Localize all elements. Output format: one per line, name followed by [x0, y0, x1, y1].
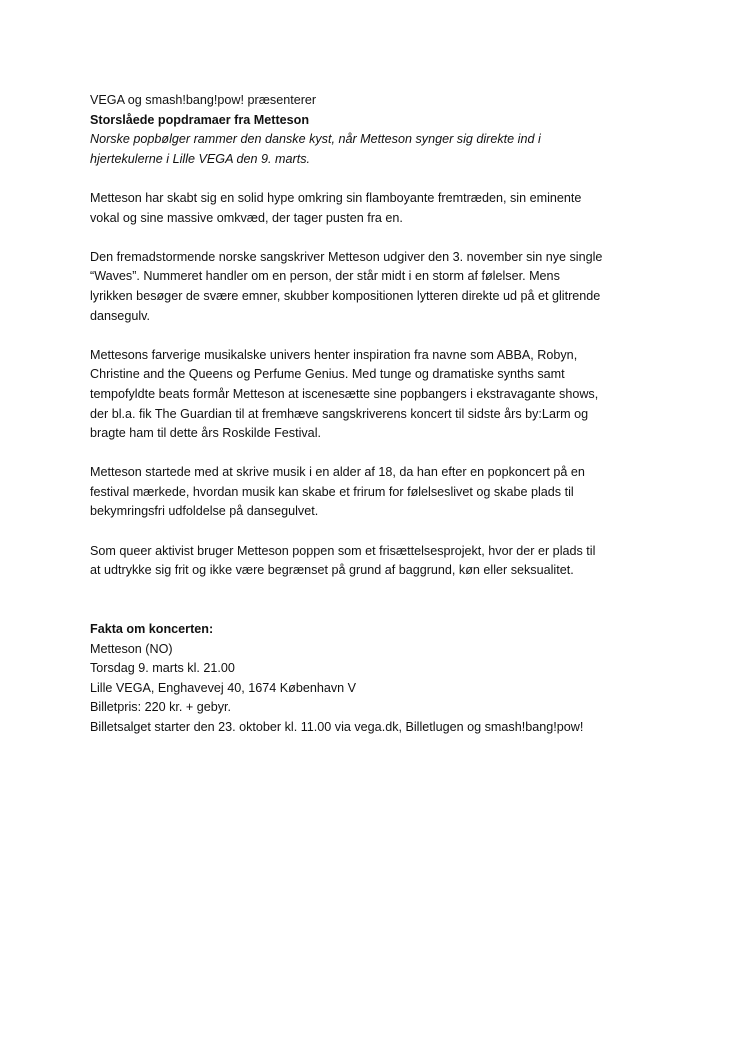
paragraph: [90, 346, 665, 444]
paragraph-line: lyrikken besøger de svære emner, skubber kompositionen lytteren direkte ud på et glitrende: [90, 288, 601, 303]
lead-line: hjertekulerne i Lille VEGA den 9. marts.: [90, 151, 311, 166]
lead-line: Norske popbølger rammer den danske kyst, når Metteson synger sig direkte ind i: [90, 132, 541, 147]
paragraph-line: at udtrykke sig frit og ikke være begrænset på grund af baggrund, køn eller seksualitet.: [90, 563, 574, 578]
paragraph-line: festival mærkede, hvordan musik kan skabe et frirum for følelseslivet og skabe plads til: [90, 484, 574, 499]
paragraph-line: dansegulv.: [90, 308, 150, 323]
paragraph-line: Den fremadstormende norske sangskriver Metteson udgiver den 3. november sin nye single: [90, 249, 603, 264]
facts-item: Billetpris: 220 kr. + gebyr.: [90, 700, 232, 715]
facts-block: [90, 620, 665, 738]
headline: Storslåede popdramaer fra Metteson: [90, 112, 310, 127]
paragraph-line: “Waves”. Nummeret handler om en person, der står midt i en storm af følelser. Mens: [90, 269, 560, 284]
facts-item: Billetsalget starter den 23. oktober kl. 11.00 via vega.dk, Billetlugen og smash!bang!pow!: [90, 720, 584, 734]
paragraph-line: tempofyldte beats formår Metteson at iscenesætte sine popbangers i ekstravagante shows,: [90, 386, 599, 401]
paragraph-line: vokal og sine massive omkvæd, der tager pusten fra en.: [90, 210, 403, 225]
paragraph-line: Mettesons farverige musikalske univers henter inspiration fra navne som ABBA, Robyn,: [90, 347, 578, 362]
document-body: [90, 91, 665, 738]
facts-heading: Fakta om koncerten:: [90, 622, 214, 637]
paragraph: [90, 463, 665, 522]
paragraph: [90, 248, 665, 326]
facts-item: Lille VEGA, Enghavevej 40, 1674 København V: [90, 680, 357, 695]
paragraph-line: Metteson har skabt sig en solid hype omkring sin flamboyante fremtræden, sin eminente: [90, 190, 582, 205]
paragraph: [90, 542, 665, 581]
facts-item: Torsdag 9. marts kl. 21.00: [90, 661, 235, 676]
facts-item: Metteson (NO): [90, 641, 173, 656]
presenter-line: VEGA og smash!bang!pow! præsenterer: [90, 93, 317, 107]
intro-block: [90, 91, 665, 169]
paragraph-line: Christine and the Queens og Perfume Genius. Med tunge og dramatiske synths samt: [90, 367, 565, 382]
paragraph-line: bragte ham til dette års Roskilde Festival.: [90, 426, 321, 441]
paragraph-line: der bl.a. fik The Guardian til at fremhæve sangskriverens koncert til sidste års by:Larm og: [90, 406, 589, 421]
paragraph-line: Som queer aktivist bruger Metteson poppen som et frisættelsesprojekt, hvor der er plads til: [90, 543, 596, 558]
paragraph-line: bekymringsfri udfoldelse på dansegulvet.: [90, 504, 319, 519]
paragraph-line: Metteson startede med at skrive musik i en alder af 18, da han efter en popkoncert på en: [90, 465, 585, 480]
paragraph: [90, 189, 665, 228]
